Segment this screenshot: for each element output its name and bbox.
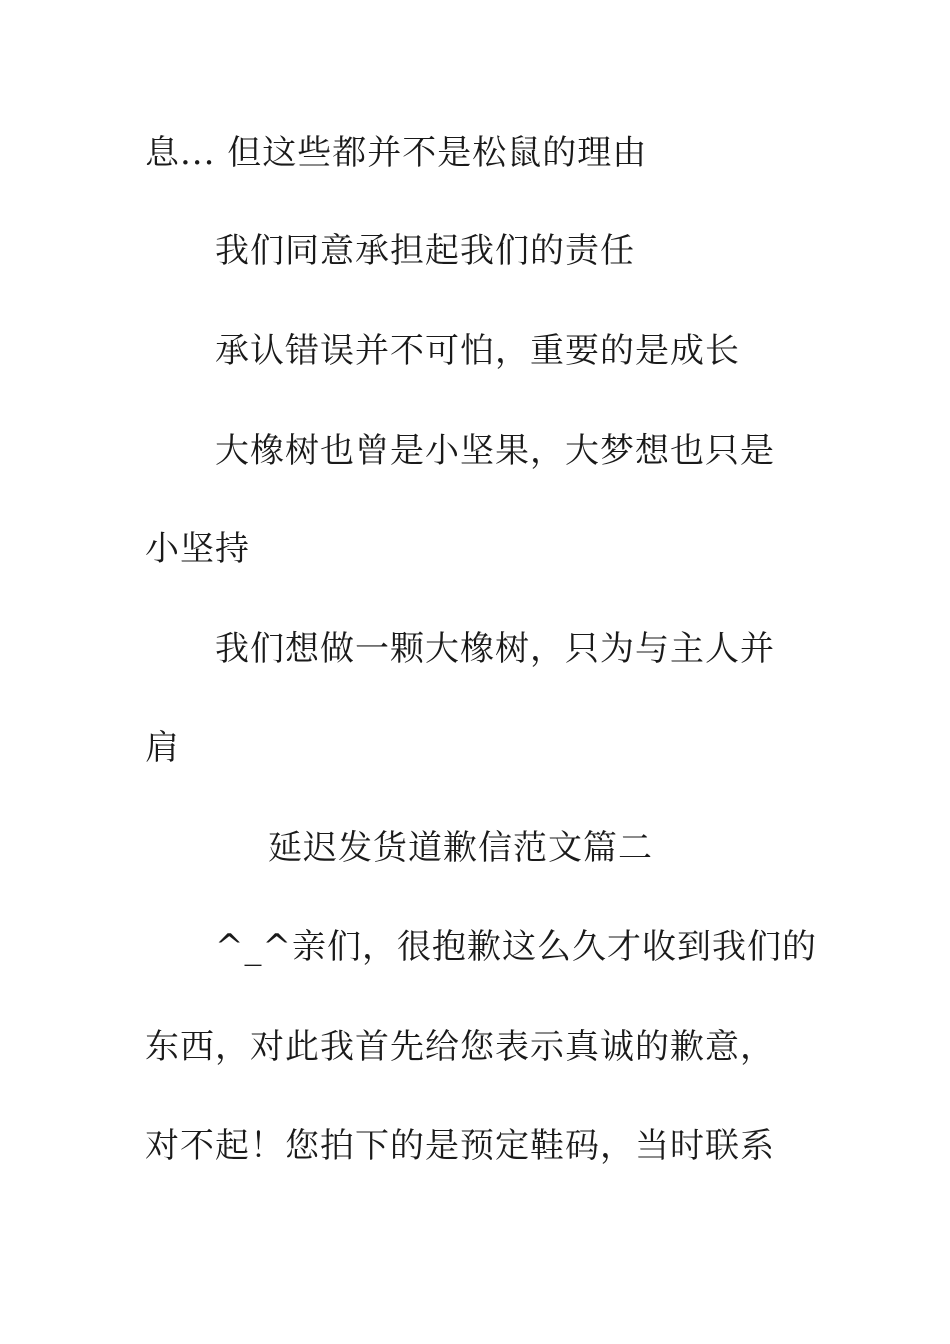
paragraph-line-2: 我们同意承担起我们的责任 bbox=[215, 231, 635, 271]
section-heading: 延迟发货道歉信范文篇二 bbox=[268, 828, 653, 868]
paragraph-line-3: 承认错误并不可怕，重要的是成长 bbox=[215, 331, 740, 371]
paragraph-line-5: 小坚持 bbox=[145, 529, 250, 569]
paragraph-line-1: 息... 但这些都并不是松鼠的理由 bbox=[145, 133, 648, 173]
paragraph-line-9: 东西，对此我首先给您表示真诚的歉意， bbox=[145, 1027, 775, 1067]
paragraph-line-6: 我们想做一颗大橡树，只为与主人并 bbox=[215, 629, 775, 669]
paragraph-line-4: 大橡树也曾是小坚果，大梦想也只是 bbox=[215, 431, 775, 471]
paragraph-line-7: 肩 bbox=[145, 728, 180, 768]
paragraph-line-10: 对不起！您拍下的是预定鞋码，当时联系 bbox=[145, 1126, 775, 1166]
paragraph-line-8: ^_^亲们，很抱歉这么久才收到我们的 bbox=[215, 927, 817, 967]
